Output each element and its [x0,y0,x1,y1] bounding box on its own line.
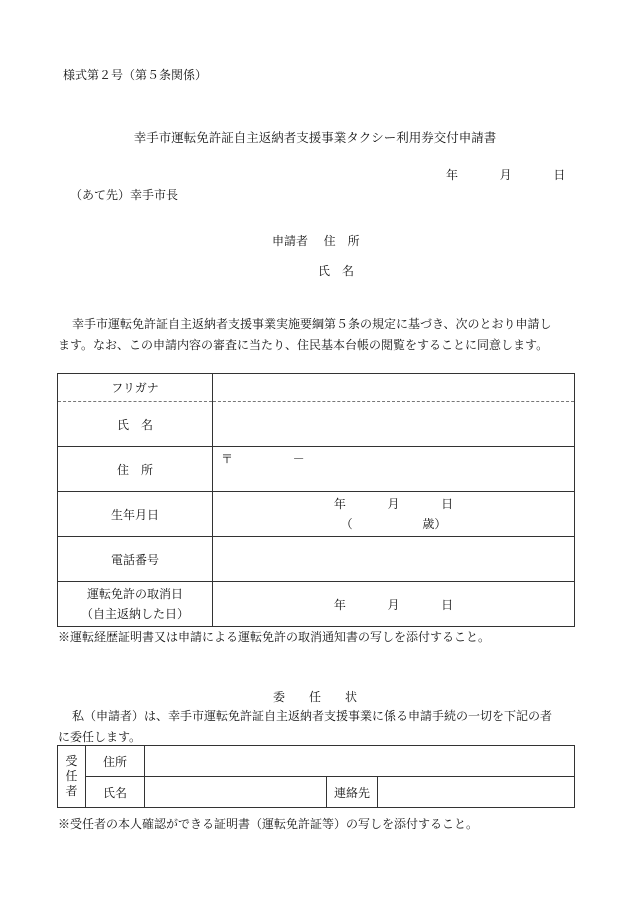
agent-contact-field[interactable] [378,777,575,808]
date-year: 年 [446,168,459,182]
birth-month: 月 [387,497,400,511]
age-line [213,514,574,534]
address-row [58,447,575,492]
agent-address-label: 住所 [86,746,145,777]
attachment-note-1: ※運転経歴証明書又は申請による運転免許の取消通知書の写しを添付すること。 [58,630,491,644]
furigana-row [58,374,575,402]
agent-address-row [58,746,575,777]
birthdate-label: 生年月日 [58,492,213,537]
address-label: 住 所 [58,447,213,492]
age-close: 歳） [422,517,447,531]
delegation-line-1: 私（申請者）は、幸手市運転免許証自主返納者支援事業に係る申請手続の一切を下記の者 [72,709,553,723]
consent-line-1: 幸手市運転免許証自主返納者支援事業実施要綱第５条の規定に基づき、次のとおり申請し [72,317,552,331]
revoke-label-line-2: （自主返納した日） [80,607,189,621]
phone-label: 電話番号 [58,537,213,582]
delegation-title: 委 任 状 [272,690,357,704]
delegation-text [58,706,578,748]
delegation-line-2: に委任します。 [58,730,142,744]
revoke-date-line [213,596,574,613]
agent-name-field[interactable] [145,777,327,808]
revoke-year: 年 [333,597,346,612]
name-label: 氏 名 [58,402,213,447]
name-row [58,402,575,447]
revoke-label-line-1: 運転免許の取消日 [86,587,183,601]
name-field[interactable] [213,402,575,447]
form-number: 様式第２号（第５条関係） [63,68,208,82]
agent-table [57,745,575,808]
consent-paragraph [58,314,578,356]
phone-row [58,537,575,582]
age-open: （ [340,517,353,531]
phone-field[interactable] [213,537,575,582]
attachment-note-2: ※受任者の本人確認ができる証明書（運転免許証等）の写しを添付すること。 [58,817,479,831]
document-title: 幸手市運転免許証自主返納者支援事業タクシー利用券交付申請書 [133,130,497,145]
revoke-day: 日 [441,597,454,612]
applicant-label: 申請者 [272,234,309,248]
agent-name-row [58,777,575,808]
applicant-address-line [272,232,360,249]
agent-address-field[interactable] [145,746,575,777]
applicant-name-label: 氏 名 [318,264,355,278]
consent-line-2: ます。なお、この申請内容の審査に当たり、住民基本台帳の閲覧をすることに同意します。 [58,338,549,352]
date-month: 月 [499,168,512,182]
birth-date-line [213,494,574,514]
furigana-label: フリガナ [58,374,213,402]
postal-code-line [213,447,574,467]
addressee: （あて先）幸手市長 [70,188,179,202]
date-day: 日 [553,168,566,182]
revoke-row [58,582,575,627]
agent-name-label: 氏名 [86,777,145,808]
application-table [57,373,575,627]
date-line [446,166,565,183]
revoke-date-field[interactable] [213,582,575,627]
revoke-month: 月 [387,597,400,612]
birth-year: 年 [333,497,346,511]
revoke-label [58,582,213,627]
postal-mark: 〒 [221,452,234,466]
applicant-address-label: 住 所 [323,234,360,248]
agent-label: 受 任 者 [58,746,86,808]
postal-dash: － [292,452,305,466]
birthdate-row [58,492,575,537]
furigana-field[interactable] [213,374,575,402]
birth-day: 日 [441,497,454,511]
address-field[interactable] [213,447,575,492]
birthdate-field[interactable] [213,492,575,537]
agent-contact-label: 連絡先 [327,777,378,808]
